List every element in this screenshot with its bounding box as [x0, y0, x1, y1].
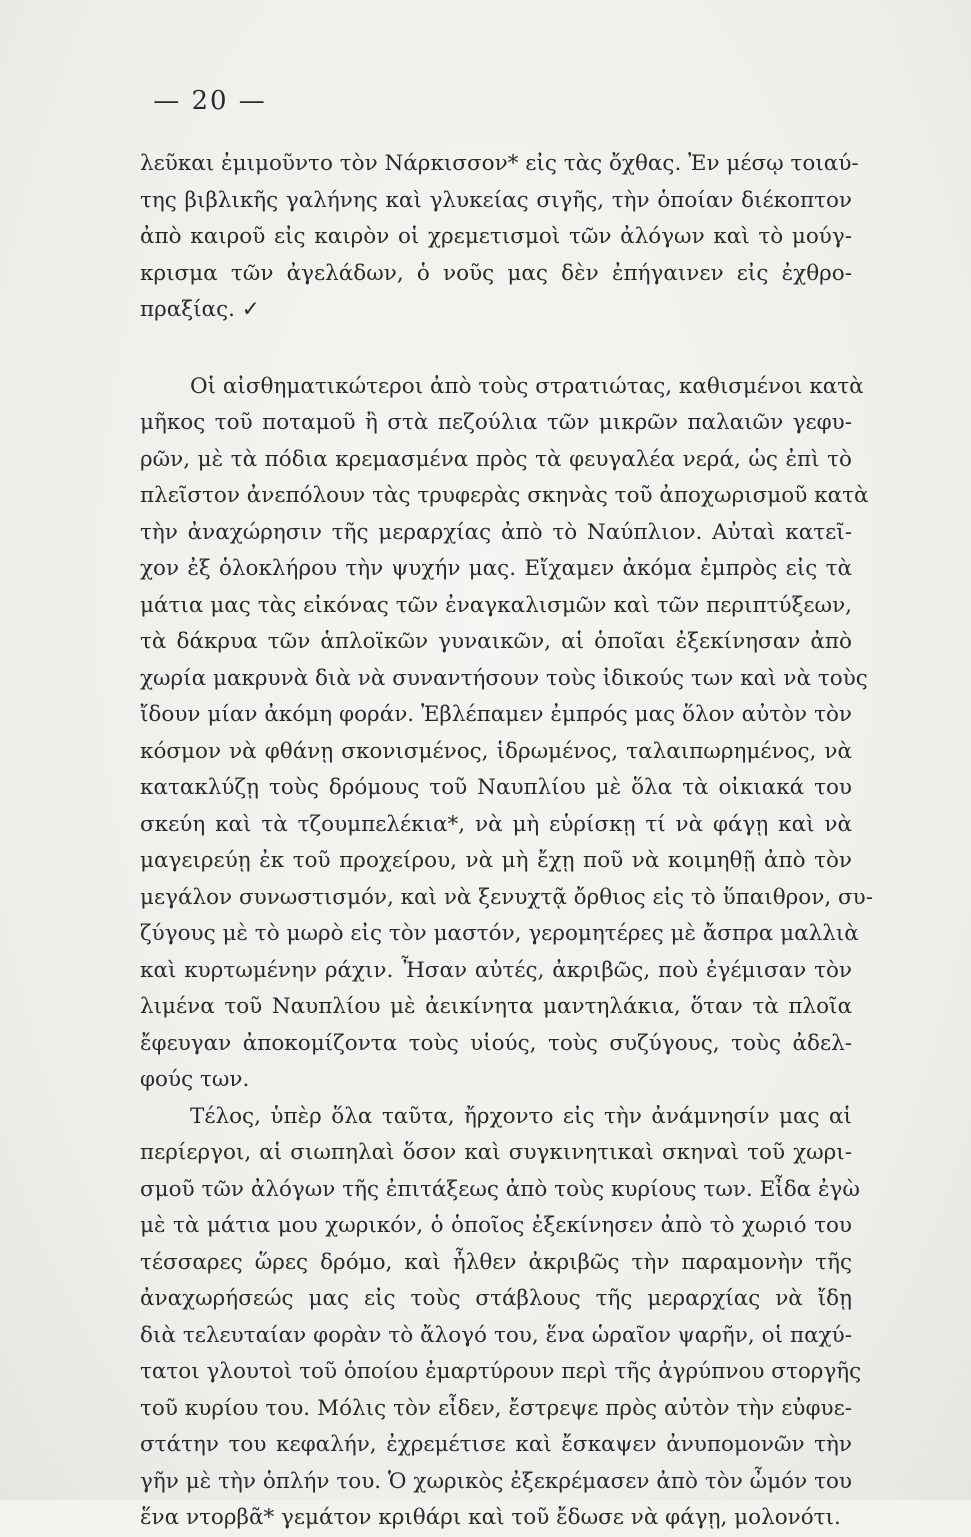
text-line: περίεργοι, αἱ σιωπηλαὶ ὅσον καὶ συγκινητικαὶ σκηναὶ τοῦ χωρι- — [140, 1140, 852, 1165]
text-line: τὰ δάκρυα τῶν ἁπλοϊκῶν γυναικῶν, αἱ ὁποῖαι ἐξεκίνησαν ἀπὸ — [140, 629, 852, 654]
text-line: τὴν ἀναχώρησιν τῆς μεραρχίας ἀπὸ τὸ Ναύπλιον. Αὐταὶ κατεῖ- — [140, 519, 852, 545]
text-line: μάτια μας τὰς εἰκόνας τῶν ἐναγκαλισμῶν καὶ τῶν περιπτύξεων, — [140, 592, 852, 618]
text-line: πραξίας. ✓ — [140, 297, 260, 322]
text-line: κόσμον νὰ φθάνῃ σκονισμένος, ἱδρωμένος, ταλαιπωρημένος, νὰ — [140, 738, 852, 764]
paragraph-1 — [140, 146, 859, 329]
body-text — [140, 146, 873, 1537]
text-line: μῆκος τοῦ ποταμοῦ ἢ στὰ πεζούλια τῶν μικρῶν παλαιῶν γεφυ- — [140, 410, 852, 435]
text-line: μαγειρεύῃ ἐκ τοῦ προχείρου, νὰ μὴ ἔχῃ ποῦ νὰ κοιμηθῇ ἀπὸ τὸν — [140, 848, 852, 873]
paragraph-2 — [140, 369, 873, 1099]
text-line: της βιβλικῆς γαλήνης καὶ γλυκείας σιγῆς, τὴν ὁποίαν διέκοπτον — [140, 187, 852, 213]
text-line: ἀναχωρήσεώς μας εἰς τοὺς στάβλους τῆς μεραρχίας νὰ ἴδῃ — [140, 1286, 852, 1311]
text-line: Τέλος, ὑπὲρ ὅλα ταῦτα, ἤρχοντο εἰς τὴν ἀνάμνησίν μας αἱ — [190, 1103, 852, 1129]
text-line: τέσσαρες ὥρες δρόμο, καὶ ἦλθεν ἀκριβῶς τὴν παραμονὴν τῆς — [140, 1249, 852, 1275]
text-line: κατακλύζῃ τοὺς δρόμους τοῦ Ναυπλίου μὲ ὅλα τὰ οἰκιακά του — [140, 775, 852, 800]
text-line: ἴδουν μίαν ἀκόμη φοράν. Ἐβλέπαμεν ἐμπρός μας ὅλον αὐτὸν τὸν — [140, 702, 852, 727]
text-line: λιμένα τοῦ Ναυπλίου μὲ ἀεικίνητα μαντηλάκια, ὅταν τὰ πλοῖα — [140, 994, 852, 1019]
text-line: χον ἐξ ὁλοκλήρου τὴν ψυχήν μας. Εἴχαμεν ἀκόμα ἐμπρὸς εἰς τὰ — [140, 556, 852, 581]
text-line: τοῦ κυρίου του. Μόλις τὸν εἶδεν, ἔστρεψε πρὸς αὐτὸν τὴν εὐφυε- — [140, 1395, 852, 1421]
page-number: — 20 — — [153, 86, 267, 116]
text-line: μὲ τὰ μάτια μου χωρικόν, ὁ ὁποῖος ἐξεκίνησεν ἀπὸ τὸ χωριό του — [140, 1213, 852, 1238]
text-line: κρισμα τῶν ἀγελάδων, ὁ νοῦς μας δὲν ἐπήγαινεν εἰς ἐχθρο- — [140, 260, 852, 286]
text-line: τατοι γλουτοὶ τοῦ ὁποίου ἐμαρτύρουν περὶ τῆς ἀγρύπνου στοργῆς — [140, 1359, 862, 1384]
text-line: μεγάλον συνωστισμόν, καὶ νὰ ξενυχτᾷ ὄρθιος εἰς τὸ ὕπαιθρον, συ- — [140, 884, 873, 910]
text-line: λεῦκαι ἐμιμοῦντο τὸν Νάρκισσον* εἰς τὰς ὄχθας. Ἐν μέσῳ τοιαύ- — [140, 151, 859, 176]
text-line: ζύγους μὲ τὸ μωρὸ εἰς τὸν μαστόν, γερομητέρες μὲ ἄσπρα μαλλιὰ — [140, 921, 859, 946]
text-line: καὶ κυρτωμένην ράχιν. Ἦσαν αὐτές, ἀκριβῶς, ποὺ ἐγέμισαν τὸν — [140, 957, 852, 983]
text-line: ἔφευγαν ἀποκομίζοντα τοὺς υἱούς, τοὺς συζύγους, τοὺς ἀδελ- — [140, 1030, 852, 1056]
text-line: Οἱ αἰσθηματικώτεροι ἀπὸ τοὺς στρατιώτας, καθισμένοι κατὰ — [190, 373, 864, 399]
text-line: σμοῦ τῶν ἀλόγων τῆς ἐπιτάξεως ἀπὸ τοὺς κυρίους των. Εἶδα ἐγὼ — [140, 1176, 860, 1202]
text-line: φούς των. — [140, 1067, 250, 1092]
text-line: ἀπὸ καιροῦ εἰς καιρὸν οἱ χρεμετισμοὶ τῶν ἀλόγων καὶ τὸ μούγ- — [140, 224, 852, 249]
text-line: χωρία μακρυνὰ διὰ νὰ συναντήσουν τοὺς ἰδικούς των καὶ νὰ τοὺς — [140, 665, 868, 691]
text-line: σκεύη καὶ τὰ τζουμπελέκια*, νὰ μὴ εὑρίσκῃ τί νὰ φάγῃ καὶ νὰ — [140, 811, 852, 837]
text-line: γῆν μὲ τὴν ὁπλήν του. Ὁ χωρικὸς ἐξεκρέμασεν ἀπὸ τὸν ὦμόν του — [140, 1468, 852, 1494]
text-line: ρῶν, μὲ τὰ πόδια κρεμασμένα πρὸς τὰ φευγαλέα νερά, ὡς ἐπὶ τὸ — [140, 446, 852, 472]
text-line: πλεῖστον ἀνεπόλουν τὰς τρυφερὰς σκηνὰς τοῦ ἀποχωρισμοῦ κατὰ — [140, 483, 869, 508]
text-line: διὰ τελευταίαν φορὰν τὸ ἄλογό του, ἕνα ὡραῖον ψαρῆν, οἱ παχύ- — [140, 1322, 852, 1348]
text-line: ἕνα ντορβᾶ* γεμάτον κριθάρι καὶ τοῦ ἔδωσε νὰ φάγῃ, μολονότι. — [140, 1505, 841, 1530]
paragraph-3 — [140, 1099, 862, 1537]
text-line: στάτην του κεφαλήν, ἐχρεμέτισε καὶ ἔσκαψεν ἀνυπομονῶν τὴν — [140, 1432, 852, 1457]
